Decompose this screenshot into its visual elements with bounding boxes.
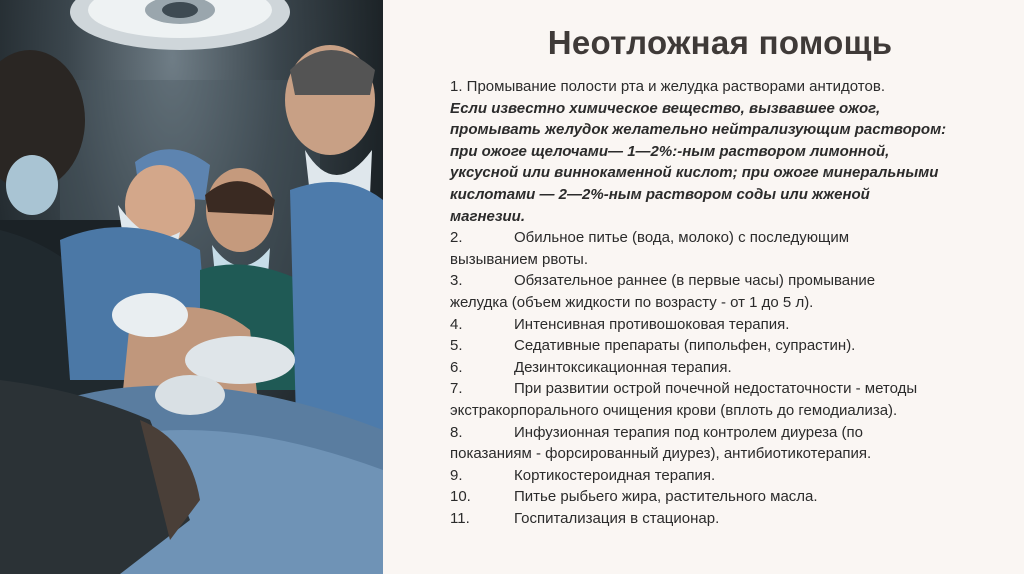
- list-item-4: [450, 314, 990, 336]
- list-item-7: [450, 378, 990, 400]
- item-1-note-line: магнезии.: [450, 207, 525, 225]
- item-number: 3.: [450, 272, 463, 290]
- item-number: 11.: [450, 509, 470, 527]
- item-1-note-line: при ожоге щелочами— 1—2%:-ным раствором лимонной,: [450, 142, 890, 160]
- list-item-8-cont: показаниям - форсированный диурез), антибиотикотерапия.: [450, 445, 872, 463]
- page-title: Неотложная помощь: [547, 24, 893, 61]
- list-item-11: [450, 508, 990, 530]
- list-item-2-cont: вызыванием рвоты.: [450, 250, 589, 268]
- list-item-3-cont: желудка (объем жидкости по возрасту - от 1 до 5 л).: [450, 293, 814, 311]
- item-number: 2.: [450, 229, 463, 247]
- item-text: Инфузионная терапия под контролем диуреза (по: [514, 423, 863, 441]
- item-1-note-line: Если известно химическое вещество, вызвавшее ожог,: [450, 99, 881, 117]
- item-text: Госпитализация в стационар.: [514, 509, 720, 527]
- item-number: 10.: [450, 488, 471, 506]
- list-item-7-cont: экстракорпорального очищения крови (вплоть до гемодиализа).: [450, 401, 898, 419]
- list-item-6: [450, 357, 990, 379]
- item-number: 5.: [450, 337, 463, 355]
- item-text: Кортикостероидная терапия.: [514, 466, 716, 484]
- item-number: 9.: [450, 466, 463, 484]
- list-item-1: 1. Промывание полости рта и желудка растворами антидотов.: [450, 78, 885, 95]
- list-item-9: [450, 465, 990, 487]
- item-text: Питье рыбьего жира, растительного масла.: [514, 488, 818, 506]
- list-item-5: [450, 335, 990, 357]
- item-number: 8.: [450, 423, 463, 441]
- surgery-scene-illustration: [0, 0, 383, 574]
- medical-team-photo: [0, 0, 383, 574]
- list-item-10: [450, 486, 990, 508]
- item-number: 6.: [450, 358, 463, 376]
- item-1-note-line: уксусной или виннокаменной кислот; при ожоге минеральными: [450, 164, 939, 182]
- item-text: Интенсивная противошоковая терапия.: [514, 315, 790, 333]
- item-text: Седативные препараты (пипольфен, супрастин).: [514, 337, 856, 355]
- list-item-2: [450, 227, 990, 249]
- treatment-list: [450, 76, 990, 529]
- item-text: Обязательное раннее (в первые часы) промывание: [514, 272, 876, 290]
- item-number: 4.: [450, 315, 463, 333]
- item-text: Дезинтоксикационная терапия.: [514, 358, 732, 376]
- content-panel: [440, 0, 1000, 574]
- item-1-note-line: кислотами — 2—2%-ным раствором соды или жженой: [450, 185, 870, 203]
- item-text: Обильное питье (вода, молоко) с последующим: [514, 229, 850, 247]
- item-1-note-line: промывать желудок желательно нейтрализующим раствором:: [450, 121, 947, 139]
- item-number: 7.: [450, 380, 463, 398]
- list-item-8: [450, 422, 990, 444]
- item-text: При развитии острой почечной недостаточности - методы: [514, 380, 918, 398]
- list-item-3: [450, 270, 990, 292]
